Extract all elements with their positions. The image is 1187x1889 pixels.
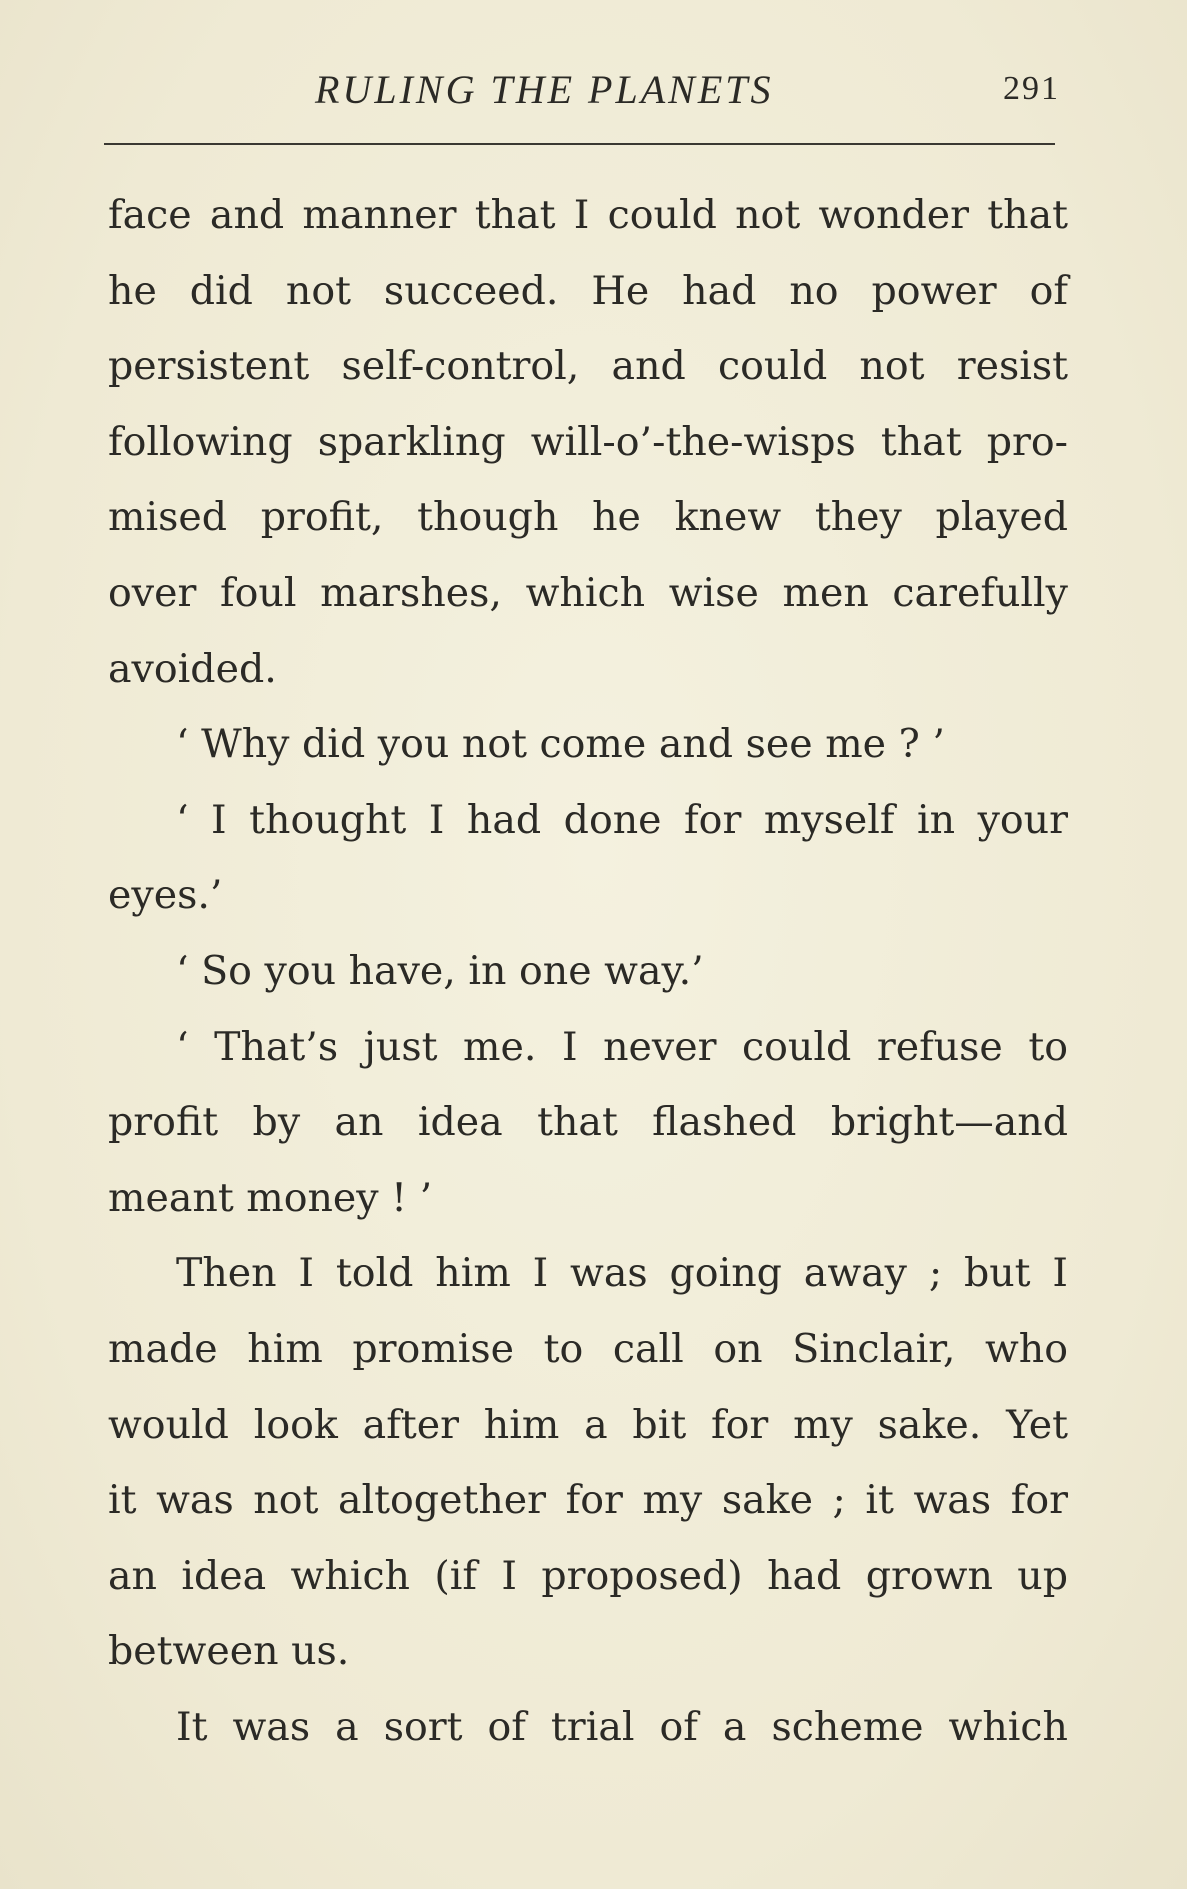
running-title: RULING THE PLANETS — [315, 67, 774, 112]
running-head — [100, 66, 1060, 118]
body-text — [108, 178, 1068, 1765]
text-line: made him promise to call on Sinclair, who — [108, 1325, 1068, 1372]
text-line: ‘ So you have, in one way.’ — [176, 947, 704, 994]
page-number: 291 — [1003, 70, 1060, 107]
text-line: an idea which (if I proposed) had grown up — [108, 1552, 1068, 1599]
text-line: he did not succeed. He had no power of — [108, 267, 1068, 314]
text-line: profit by an idea that flashed bright—and — [108, 1099, 1068, 1146]
text-line: ‘ I thought I had done for myself in your — [176, 796, 1068, 843]
text-line: Then I told him I was going away ; but I — [176, 1250, 1068, 1297]
text-line: meant money ! ’ — [108, 1174, 433, 1221]
text-line: avoided. — [108, 645, 277, 692]
text-line: would look after him a bit for my sake. Yet — [108, 1401, 1068, 1448]
text-line: between us. — [108, 1628, 350, 1675]
text-line: face and manner that I could not wonder that — [108, 192, 1068, 238]
text-line: ‘ Why did you not come and see me ? ’ — [176, 721, 945, 768]
text-line: persistent self-control, and could not resist — [108, 343, 1068, 390]
text-line: over foul marshes, which wise men carefully — [108, 569, 1068, 616]
text-line: ‘ That’s just me. I never could refuse to — [176, 1023, 1068, 1070]
text-line: following sparkling will-o’-the-wisps that pro- — [108, 418, 1068, 465]
text-line: mised profit, though he knew they played — [108, 494, 1068, 541]
text-line: it was not altogether for my sake ; it was for — [108, 1477, 1068, 1524]
text-line: It was a sort of trial of a scheme which — [176, 1703, 1068, 1750]
text-line: eyes.’ — [108, 872, 223, 919]
header-rule — [104, 143, 1055, 145]
